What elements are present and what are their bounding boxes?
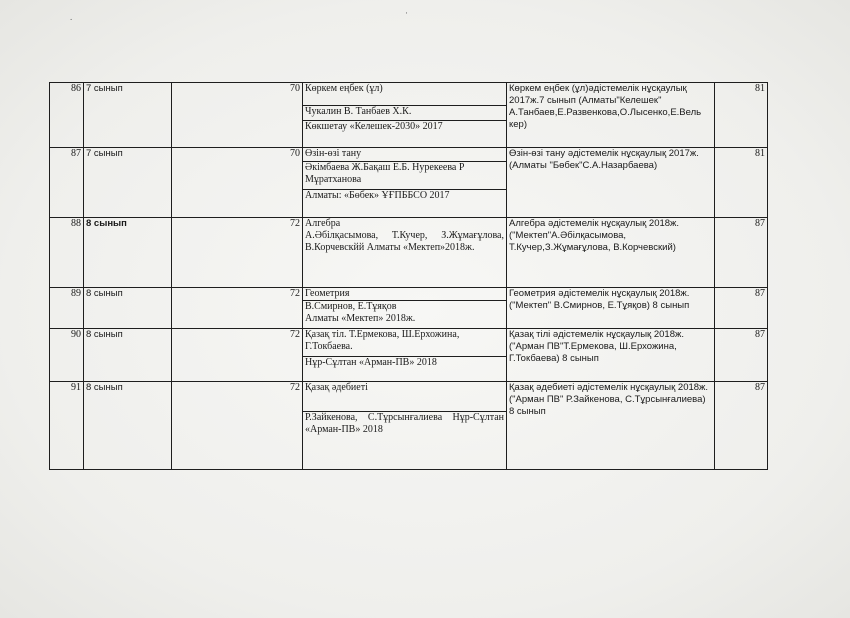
- table-row: [50, 382, 768, 412]
- row-number: 86: [50, 83, 84, 148]
- book-publisher-cell: Алматы: «Бөбек» ҰҒПББСО 2017: [303, 190, 507, 218]
- percent-cell: 87: [715, 218, 768, 288]
- methodical-guide-cell: Өзін-өзі тану әдістемелік нұсқаулық 2017ж.(Алматы "Бөбек"С.А.Назарбаева): [507, 148, 715, 218]
- book-title-cell: Көркем еңбек (ұл): [303, 83, 507, 106]
- methodical-guide-cell: Алгебра әдістемелік нұсқаулық 2018ж. ("Мектеп"А.Әбілқасымова, Т.Кучер,З.Жұмағұлова, В.Корчевский): [507, 218, 715, 288]
- count-cell: 72: [172, 329, 303, 382]
- table-row: [50, 83, 768, 106]
- table-row: [50, 288, 768, 301]
- book-title-cell: Қазақ әдебиеті: [303, 382, 507, 412]
- table-row: [50, 148, 768, 162]
- row-number: 87: [50, 148, 84, 218]
- book-authors-cell: Р.Зайкенова, С.Тұрсынғалиева Нұр-Сұлтан «Арман-ПВ» 2018: [303, 412, 507, 470]
- percent-cell: 81: [715, 83, 768, 148]
- book-authors-cell: В.Смирнов, Е.Тұяқов Алматы «Мектеп» 2018ж.: [303, 301, 507, 329]
- book-cell: Алгебра А.Әбілқасымова, Т.Кучер, З.Жұмағұлова, В.Корчевскйй Алматы «Мектеп»2018ж.: [303, 218, 507, 288]
- percent-cell: 81: [715, 148, 768, 218]
- table-row: [50, 218, 768, 288]
- book-authors-cell: Чукалин В. Танбаев Х.К.: [303, 106, 507, 121]
- percent-cell: 87: [715, 329, 768, 382]
- grade-cell: 8 сынып: [84, 329, 172, 382]
- row-number: 90: [50, 329, 84, 382]
- methodical-guide-cell: Көркем еңбек (ұл)әдістемелік нұсқаулық 2017ж.7 сынып (Алматы"Келешек" А.Танбаев,Е.Развенкова,О.Лысенко,Е.Вель кер): [507, 83, 715, 148]
- count-cell: 72: [172, 382, 303, 470]
- count-cell: 70: [172, 83, 303, 148]
- count-cell: 70: [172, 148, 303, 218]
- methodical-guide-cell: Қазақ тілі әдістемелік нұсқаулық 2018ж. ("Арман ПВ"Т.Ермекова, Ш.Ерхожина, Г.Токбаева) 8 сынып: [507, 329, 715, 382]
- table-row: [50, 329, 768, 357]
- grade-cell: 7 сынып: [84, 83, 172, 148]
- grade-cell: 8 сынып: [84, 288, 172, 329]
- scan-speck: .: [70, 12, 73, 22]
- row-number: 91: [50, 382, 84, 470]
- percent-cell: 87: [715, 382, 768, 470]
- book-authors-cell: Әкімбаева Ж.Бақаш Е.Б. Нурекеева Р Мұратханова: [303, 162, 507, 190]
- book-title-cell: Қазақ тіл. Т.Ермекова, Ш.Ерхожина, Г.Токбаева.: [303, 329, 507, 357]
- scan-speck: ·: [405, 8, 408, 18]
- book-title-cell: Геометрия: [303, 288, 507, 301]
- book-title-cell: Өзін-өзі тану: [303, 148, 507, 162]
- grade-cell: 7 сынып: [84, 148, 172, 218]
- grade-cell: 8 сынып: [84, 382, 172, 470]
- book-publisher-cell: Көкшетау «Келешек-2030» 2017: [303, 121, 507, 148]
- percent-cell: 87: [715, 288, 768, 329]
- row-number: 89: [50, 288, 84, 329]
- methodical-guide-cell: Геометрия әдістемелік нұсқаулық 2018ж. ("Мектеп" В.Смирнов, Е.Тұяқов) 8 сынып: [507, 288, 715, 329]
- methodical-guide-cell: Қазақ әдебиеті әдістемелік нұсқаулық 2018ж. ("Арман ПВ" Р.Зайкенова, С.Тұрсынғалиева) 8 сынып: [507, 382, 715, 470]
- row-number: 88: [50, 218, 84, 288]
- book-publisher-cell: Нұр-Сұлтан «Арман-ПВ» 2018: [303, 357, 507, 382]
- textbook-table: [49, 82, 768, 470]
- count-cell: 72: [172, 288, 303, 329]
- grade-cell: 8 сынып: [84, 218, 172, 288]
- count-cell: 72: [172, 218, 303, 288]
